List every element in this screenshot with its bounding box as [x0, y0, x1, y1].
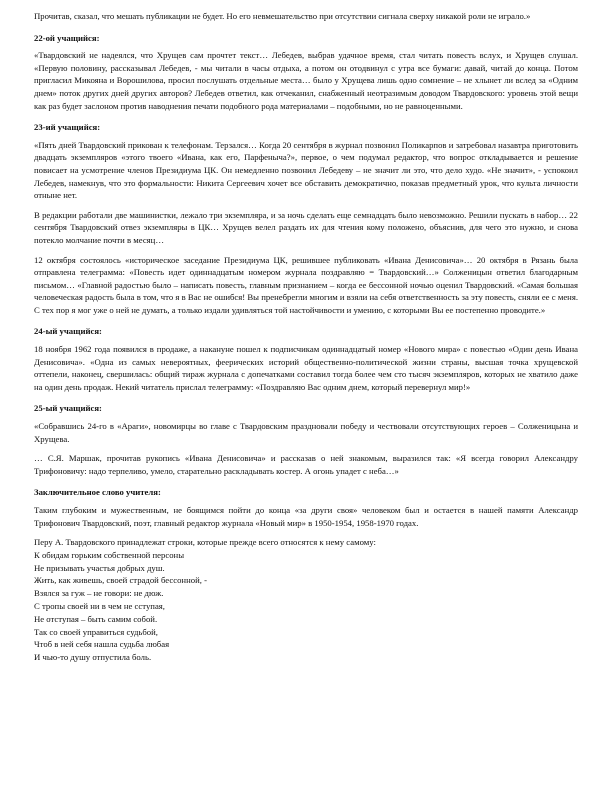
paragraph-student-23-a: «Пять дней Твардовский прикован к телефонам. Терзался… Когда 20 сентября в журнал позвонил Поликарпов и затребовал назавтра приготовить двадцать экземпляров «этого твоего «Ивана, как его, Парфеныча?», первое, о чем подумал редактор, что вопрос откладывается и решение повисает на усмотрение членов Президиума ЦК. Он немедленно позвонил Лебедеву – не значит ли это, что дело худо. «Не значит», - успокоил Лебедев, намекнув, что это формальности: Никита Сергеевич хочет все обставить демократично, показав предметный урок, что культа личности отныне нет. — [34, 139, 578, 201]
poem-line: Жить, как живешь, своей страдой бессонной, - — [34, 575, 207, 586]
heading-teacher-final: Заключительное слово учителя: — [34, 487, 161, 498]
paragraph-student-25-a: «Собравшись 24-го в «Араги», новомирцы во главе с Твардовским праздновали победу и чествовали отсутствующих героев – Солженицына и Хрущева. — [34, 421, 578, 444]
paragraph-student-23-c: 12 октября состоялось «историческое заседание Президиума ЦК, решившее публиковать «Ивана Денисовича»… 20 октября в Рязань была отправлена телеграмма: «Повесть идет одиннадцатым номером журнала поздравляю = Твардовский…» Солженицын ответил благодарным письмом… «Главной радостью было – написать повесть, главным признанием – когда ее бессонной ночью оценил Твардовский. «Самая большая человеческая радость была в том, что я в Вас не ошибся! Вы пренебрегли многим и взяли на себя ответственность за эту повесть, сняли ее с меня. С тех пор я мог уже о ней не думать, а только издали удивляться той настойчивости и умению, с которыми Вы ее постепенно проводите.» — [34, 254, 578, 315]
poem — [34, 549, 578, 664]
document-page — [34, 10, 578, 664]
poem-line: Чтоб в ней себя нашла судьба любая — [34, 639, 170, 650]
poem-line: Не призывать участья добрых душ. — [34, 562, 165, 573]
heading-student-25: 25-ый учащийся: — [34, 403, 102, 414]
paragraph-student-22: «Твардовский не надеялся, что Хрущев сам прочтет текст… Лебедев, выбрав удачное время, стал читать повесть вслух, и Хрущев слушал. «Первую половину, рассказывал Лебедев, - мы читали в часы отдыха, а потом он отодвинул с утра все бумаги: давай, читай до конца. Потом пригласил Микояна и Ворошилова, просил послушать отдельные места… было у Хрущева лишь одно сомнение – не хлынет ли вслед за «Одним днем» поток других дней других авторов? Лебедев ответил, как отчеканил, снабженный неотразимым доводом Твардовского: уровень этой вещи как раз будет заслоном против наводнения печати подобного рода материалами – подобными, но не равноценными. — [34, 50, 578, 111]
paragraph-student-24: 18 ноября 1962 года появился в продаже, а накануне пошел к подписчикам одиннадцатый номер «Нового мира» с повестью «Один день Ивана Денисовича». «Одна из самых невероятных, феерических историй общественно-политической жизни страны, высшая точка хрущевской оттепели, наконец, свершилась: общий тираж журнала с допечатками составил тогда более чем сто тысяч экземпляров, которых не хватило даже на один день продаж. Некий читатель прислал телеграмму: «Поздравляю Вас одним днем, который перевернул мир!» — [34, 344, 578, 392]
poem-line: С тропы своей ни в чем не сступая, — [34, 600, 165, 611]
paragraph-intro: Прочитав, сказал, что мешать публикации не будет. Но его невмешательство при отсутствии сигнала сверху никакой роли не играло.» — [34, 11, 531, 21]
poem-line: Так со своей управиться судьбой, — [34, 626, 158, 637]
poem-line: Не отступая – быть самим собой. — [34, 613, 158, 624]
paragraph-final-1: Таким глубоким и мужественным, не боящимся пойти до конца «за други своя» человеком был и остается в нашей памяти Александр Трифонович Твардовский, поэт, главный редактор журнала «Новый мир» в 1950-1954, 1958-1970 годах. — [34, 505, 578, 528]
heading-student-23: 23-ий учащийся: — [34, 122, 101, 133]
poem-line: К обидам горьким собственной персоны — [34, 549, 185, 560]
paragraph-student-25-b: … С.Я. Маршак, прочитав рукопись «Ивана Денисовича» и рассказав о ней знакомым, выразился так: «Я всегда говорил Александру Трифоновичу: надо терпеливо, умело, старательно раскладывать костер. А огонь упадет с неба…» — [34, 453, 578, 476]
poem-line: Взялся за гуж – не говори: не дюж. — [34, 588, 164, 599]
poem-line: И чью-то душу отпустила боль. — [34, 652, 152, 663]
paragraph-final-2: Перу А. Твардовского принадлежат строки, которые прежде всего относятся к нему самому: — [34, 537, 376, 548]
heading-student-24: 24-ый учащийся: — [34, 326, 102, 337]
paragraph-student-23-b: В редакции работали две машинистки, лежало три экземпляра, и за ночь сделать еще семнадцать было невозможно. Решили пускать в набор… 22 сентября Твардовский отвез экземпляры в ЦК… Хрущев велел раздать их для чтения кому положено, объяснив, для чего это нужно, и снова потекло молчание почти в месяц… — [34, 209, 578, 245]
heading-student-22: 22-ой учащийся: — [34, 32, 100, 43]
